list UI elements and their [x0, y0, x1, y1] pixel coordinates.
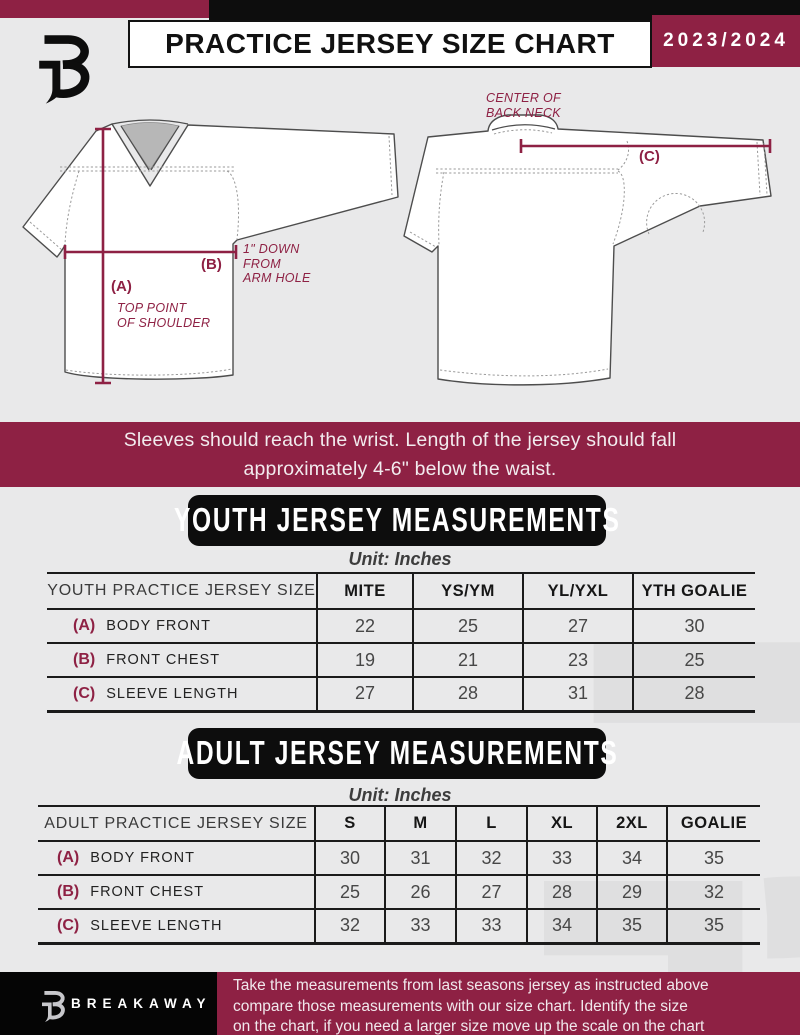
- youth-header-cell: YOUTH PRACTICE JERSEY SIZE: [47, 573, 317, 609]
- youth-section-banner: [173, 495, 621, 546]
- value-cell: 30: [633, 609, 755, 643]
- front-note-a: TOP POINT OF SHOULDER: [117, 301, 211, 330]
- row-label-cell: [47, 677, 317, 711]
- youth-size-goalie: YTH GOALIE: [633, 573, 755, 609]
- youth-header-row: [47, 573, 755, 609]
- youth-size-ysym: YS/YM: [413, 573, 523, 609]
- adult-size-goalie: GOALIE: [667, 806, 760, 841]
- adult-size-2xl: 2XL: [597, 806, 667, 841]
- value-cell: 32: [456, 841, 527, 875]
- season-badge: [652, 15, 800, 67]
- adult-size-xl: XL: [527, 806, 597, 841]
- row-label-text: FRONT CHEST: [90, 884, 205, 900]
- value-cell: 25: [633, 643, 755, 677]
- title-box: [128, 20, 652, 68]
- youth-size-mite: MITE: [317, 573, 413, 609]
- row-label-text: BODY FRONT: [106, 618, 212, 634]
- row-marker: (C): [73, 684, 96, 702]
- value-cell: 19: [317, 643, 413, 677]
- front-marker-a: (A): [111, 278, 132, 295]
- breakaway-footer-logo: [36, 986, 66, 1022]
- footer-instructions-line2: compare those measurements with our size chart. Identify the size: [233, 997, 688, 1015]
- adult-banner-title: ADULT JERSEY MEASUREMENTS: [176, 734, 618, 772]
- back-jersey-drawing: [404, 115, 771, 385]
- value-cell: 26: [385, 875, 456, 909]
- value-cell: 21: [413, 643, 523, 677]
- jersey-diagrams: [0, 88, 800, 422]
- value-cell: 33: [456, 909, 527, 943]
- front-note-b: 1" DOWN FROM ARM HOLE: [243, 242, 311, 285]
- value-cell: 25: [413, 609, 523, 643]
- season-label: 2023/2024: [663, 30, 789, 51]
- value-cell: 27: [317, 677, 413, 711]
- youth-row-sleeve-length: [47, 677, 755, 711]
- value-cell: 28: [527, 875, 597, 909]
- adult-size-l: L: [456, 806, 527, 841]
- brand-name: BREAKAWAY: [71, 996, 212, 1011]
- value-cell: 34: [597, 841, 667, 875]
- value-cell: 27: [456, 875, 527, 909]
- value-cell: 28: [413, 677, 523, 711]
- value-cell: 31: [523, 677, 633, 711]
- fit-instruction-banner: [0, 422, 800, 487]
- value-cell: 33: [385, 909, 456, 943]
- adult-size-table: [38, 805, 760, 945]
- back-note-c: CENTER OF BACK NECK: [486, 91, 561, 120]
- youth-row-front-chest: [47, 643, 755, 677]
- value-cell: 32: [315, 909, 385, 943]
- row-label-cell: [47, 609, 317, 643]
- header-maroon-strip: [0, 0, 209, 18]
- fit-instruction-line2: approximately 4-6" below the waist.: [243, 457, 557, 480]
- adult-size-m: M: [385, 806, 456, 841]
- adult-row-body-front: [38, 841, 760, 875]
- row-label-text: SLEEVE LENGTH: [106, 685, 239, 702]
- value-cell: 35: [667, 841, 760, 875]
- footer-instructions: [233, 976, 793, 1035]
- back-marker-c: (C): [639, 148, 660, 165]
- value-cell: 35: [667, 909, 760, 943]
- youth-unit-label: Unit: Inches: [348, 549, 452, 569]
- value-cell: 27: [523, 609, 633, 643]
- adult-header-cell: ADULT PRACTICE JERSEY SIZE: [38, 806, 315, 841]
- adult-size-s: S: [315, 806, 385, 841]
- front-marker-b: (B): [201, 256, 222, 273]
- adult-section-banner: [176, 728, 618, 779]
- value-cell: 23: [523, 643, 633, 677]
- adult-row-sleeve-length: [38, 909, 760, 943]
- row-label-cell: [38, 875, 315, 909]
- value-cell: 28: [633, 677, 755, 711]
- row-label-text: SLEEVE LENGTH: [90, 917, 223, 934]
- adult-unit-label: Unit: Inches: [348, 785, 452, 805]
- youth-size-table: [47, 572, 755, 713]
- row-marker: (C): [57, 916, 80, 934]
- footer-instructions-line1: Take the measurements from last seasons jersey as instructed above: [233, 977, 709, 994]
- page-title: PRACTICE JERSEY SIZE CHART: [165, 28, 615, 59]
- adult-header-row: [38, 806, 760, 841]
- row-label-cell: [38, 909, 315, 943]
- value-cell: 22: [317, 609, 413, 643]
- value-cell: 25: [315, 875, 385, 909]
- row-marker: (B): [57, 883, 80, 900]
- row-label-cell: [47, 643, 317, 677]
- row-marker: (A): [57, 849, 80, 866]
- fit-instruction-line1: Sleeves should reach the wrist. Length of the jersey should fall: [123, 428, 677, 451]
- youth-row-body-front: [47, 609, 755, 643]
- youth-size-ylyxl: YL/YXL: [523, 573, 633, 609]
- row-marker: (A): [73, 617, 96, 634]
- row-marker: (B): [73, 651, 96, 668]
- value-cell: 35: [597, 909, 667, 943]
- value-cell: 30: [315, 841, 385, 875]
- adult-row-front-chest: [38, 875, 760, 909]
- youth-banner-title: YOUTH JERSEY MEASUREMENTS: [173, 501, 621, 539]
- row-label-text: FRONT CHEST: [106, 652, 221, 668]
- row-label-cell: [38, 841, 315, 875]
- front-jersey-drawing: [23, 120, 398, 383]
- row-label-text: BODY FRONT: [90, 850, 196, 866]
- value-cell: 31: [385, 841, 456, 875]
- value-cell: 34: [527, 909, 597, 943]
- footer-instructions-line3: on the chart, if you need a larger size move up the scale on the chart: [233, 1018, 705, 1035]
- value-cell: 32: [667, 875, 760, 909]
- value-cell: 29: [597, 875, 667, 909]
- value-cell: 33: [527, 841, 597, 875]
